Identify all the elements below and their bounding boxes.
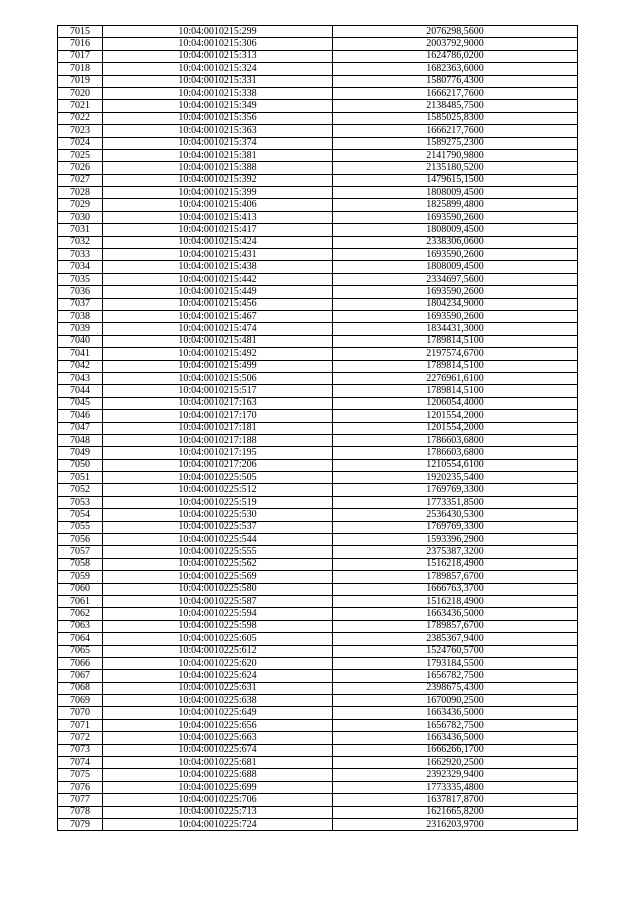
value-cell: 2334697,5600 [333,273,578,285]
cadastral-number-cell: 10:04:0010215:406 [103,199,333,211]
row-number-cell: 7077 [58,794,103,806]
table-row [58,695,578,707]
cadastral-number-cell: 10:04:0010225:631 [103,682,333,694]
table-row [58,620,578,632]
row-number-cell: 7056 [58,534,103,546]
value-cell: 1666217,7600 [333,87,578,99]
table-row [58,224,578,236]
row-number-cell: 7057 [58,546,103,558]
table-row [58,819,578,831]
cadastral-number-cell: 10:04:0010225:544 [103,534,333,546]
value-cell: 1789814,5100 [333,335,578,347]
cadastral-number-cell: 10:04:0010215:492 [103,348,333,360]
row-number-cell: 7063 [58,620,103,632]
cadastral-number-cell: 10:04:0010217:170 [103,410,333,422]
value-cell: 1666763,3700 [333,583,578,595]
cadastral-number-cell: 10:04:0010215:506 [103,372,333,384]
cadastral-number-cell: 10:04:0010215:306 [103,38,333,50]
value-cell: 1201554,2000 [333,410,578,422]
value-cell: 1693590,2600 [333,310,578,322]
value-cell: 1656782,7500 [333,719,578,731]
row-number-cell: 7045 [58,397,103,409]
row-number-cell: 7058 [58,558,103,570]
table-row [58,63,578,75]
row-number-cell: 7023 [58,125,103,137]
cadastral-number-cell: 10:04:0010225:663 [103,732,333,744]
row-number-cell: 7065 [58,645,103,657]
table-row [58,571,578,583]
table-row [58,249,578,261]
cadastral-number-cell: 10:04:0010225:569 [103,571,333,583]
cadastral-number-cell: 10:04:0010225:530 [103,509,333,521]
row-number-cell: 7052 [58,484,103,496]
cadastral-number-cell: 10:04:0010225:713 [103,806,333,818]
table-row [58,447,578,459]
value-cell: 1786603,6800 [333,447,578,459]
row-number-cell: 7048 [58,434,103,446]
value-cell: 1479615,1500 [333,174,578,186]
table-row [58,112,578,124]
cadastral-number-cell: 10:04:0010225:612 [103,645,333,657]
row-number-cell: 7029 [58,199,103,211]
cadastral-number-cell: 10:04:0010215:324 [103,63,333,75]
cadastral-number-cell: 10:04:0010215:381 [103,149,333,161]
value-cell: 1789814,5100 [333,360,578,372]
table-row [58,236,578,248]
value-cell: 1693590,2600 [333,211,578,223]
cadastral-number-cell: 10:04:0010215:388 [103,162,333,174]
row-number-cell: 7078 [58,806,103,818]
value-cell: 1789857,6700 [333,571,578,583]
value-cell: 1585025,8300 [333,112,578,124]
row-number-cell: 7033 [58,249,103,261]
table-row [58,608,578,620]
table-row [58,719,578,731]
cadastral-number-cell: 10:04:0010215:392 [103,174,333,186]
table-row [58,707,578,719]
value-cell: 2316203,9700 [333,819,578,831]
table-row [58,174,578,186]
value-cell: 1516218,4900 [333,595,578,607]
cadastral-number-cell: 10:04:0010215:442 [103,273,333,285]
row-number-cell: 7070 [58,707,103,719]
table-row [58,509,578,521]
cadastral-number-cell: 10:04:0010225:649 [103,707,333,719]
table-body [58,26,578,831]
row-number-cell: 7032 [58,236,103,248]
value-cell: 1804234,9000 [333,298,578,310]
table-row [58,162,578,174]
value-cell: 1693590,2600 [333,286,578,298]
value-cell: 2392329,9400 [333,769,578,781]
table-row [58,87,578,99]
table-row [58,335,578,347]
row-number-cell: 7018 [58,63,103,75]
value-cell: 1201554,2000 [333,422,578,434]
row-number-cell: 7062 [58,608,103,620]
row-number-cell: 7019 [58,75,103,87]
row-number-cell: 7061 [58,595,103,607]
row-number-cell: 7041 [58,348,103,360]
table-row [58,769,578,781]
cadastral-number-cell: 10:04:0010225:681 [103,757,333,769]
table-row [58,484,578,496]
row-number-cell: 7035 [58,273,103,285]
value-cell: 1808009,4500 [333,187,578,199]
value-cell: 1663436,5000 [333,707,578,719]
cadastral-number-cell: 10:04:0010225:580 [103,583,333,595]
value-cell: 1769769,3300 [333,521,578,533]
table-row [58,372,578,384]
value-cell: 1769769,3300 [333,484,578,496]
row-number-cell: 7047 [58,422,103,434]
table-row [58,199,578,211]
cadastral-number-cell: 10:04:0010215:467 [103,310,333,322]
cadastral-number-cell: 10:04:0010215:338 [103,87,333,99]
value-cell: 2003792,9000 [333,38,578,50]
row-number-cell: 7020 [58,87,103,99]
value-cell: 2385367,9400 [333,633,578,645]
table-row [58,732,578,744]
cadastral-number-cell: 10:04:0010217:188 [103,434,333,446]
cadastral-number-cell: 10:04:0010215:363 [103,125,333,137]
value-cell: 1589275,2300 [333,137,578,149]
row-number-cell: 7039 [58,323,103,335]
value-cell: 1524760,5700 [333,645,578,657]
value-cell: 1593396,2900 [333,534,578,546]
cadastral-number-cell: 10:04:0010215:413 [103,211,333,223]
value-cell: 1621665,8200 [333,806,578,818]
table-row [58,410,578,422]
value-cell: 2076298,5600 [333,26,578,38]
table-row [58,434,578,446]
value-cell: 2197574,6700 [333,348,578,360]
value-cell: 1624786,0200 [333,50,578,62]
value-cell: 2138485,7500 [333,100,578,112]
row-number-cell: 7030 [58,211,103,223]
table-row [58,806,578,818]
table-row [58,472,578,484]
value-cell: 2398675,4300 [333,682,578,694]
row-number-cell: 7068 [58,682,103,694]
cadastral-number-cell: 10:04:0010217:181 [103,422,333,434]
row-number-cell: 7067 [58,670,103,682]
table-row [58,744,578,756]
cadastral-number-cell: 10:04:0010215:313 [103,50,333,62]
cadastral-number-cell: 10:04:0010215:431 [103,249,333,261]
row-number-cell: 7031 [58,224,103,236]
table-row [58,273,578,285]
value-cell: 1210554,6100 [333,459,578,471]
cadastral-number-cell: 10:04:0010225:598 [103,620,333,632]
row-number-cell: 7072 [58,732,103,744]
row-number-cell: 7076 [58,781,103,793]
table-row [58,38,578,50]
value-cell: 1516218,4900 [333,558,578,570]
row-number-cell: 7042 [58,360,103,372]
cadastral-number-cell: 10:04:0010215:499 [103,360,333,372]
table-row [58,633,578,645]
cadastral-number-cell: 10:04:0010225:656 [103,719,333,731]
value-cell: 1656782,7500 [333,670,578,682]
cadastral-number-cell: 10:04:0010215:299 [103,26,333,38]
value-cell: 1773351,8500 [333,496,578,508]
row-number-cell: 7069 [58,695,103,707]
table-row [58,348,578,360]
cadastral-number-cell: 10:04:0010215:474 [103,323,333,335]
table-row [58,125,578,137]
value-cell: 1580776,4300 [333,75,578,87]
value-cell: 1834431,3000 [333,323,578,335]
table-row [58,583,578,595]
row-number-cell: 7055 [58,521,103,533]
cadastral-number-cell: 10:04:0010215:438 [103,261,333,273]
row-number-cell: 7049 [58,447,103,459]
cadastral-number-cell: 10:04:0010215:399 [103,187,333,199]
value-cell: 1920235,5400 [333,472,578,484]
cadastral-number-cell: 10:04:0010217:163 [103,397,333,409]
row-number-cell: 7036 [58,286,103,298]
table-row [58,261,578,273]
cadastral-number-cell: 10:04:0010225:624 [103,670,333,682]
cadastral-number-cell: 10:04:0010215:456 [103,298,333,310]
row-number-cell: 7051 [58,472,103,484]
table-row [58,496,578,508]
value-cell: 2141790,9800 [333,149,578,161]
table-row [58,546,578,558]
table-row [58,422,578,434]
value-cell: 2135180,5200 [333,162,578,174]
table-row [58,645,578,657]
row-number-cell: 7073 [58,744,103,756]
row-number-cell: 7026 [58,162,103,174]
value-cell: 1663436,5000 [333,732,578,744]
table-row [58,26,578,38]
table-row [58,757,578,769]
table-row [58,137,578,149]
value-cell: 1789814,5100 [333,385,578,397]
row-number-cell: 7043 [58,372,103,384]
table-row [58,187,578,199]
value-cell: 1206054,4000 [333,397,578,409]
cadastral-number-cell: 10:04:0010225:505 [103,472,333,484]
table-row [58,211,578,223]
value-cell: 2375387,3200 [333,546,578,558]
table-row [58,682,578,694]
value-cell: 1682363,6000 [333,63,578,75]
cadastral-number-cell: 10:04:0010215:349 [103,100,333,112]
cadastral-number-cell: 10:04:0010225:562 [103,558,333,570]
table-row [58,595,578,607]
cadastral-number-cell: 10:04:0010215:517 [103,385,333,397]
row-number-cell: 7028 [58,187,103,199]
cadastral-number-cell: 10:04:0010225:638 [103,695,333,707]
cadastral-number-cell: 10:04:0010215:374 [103,137,333,149]
table-row [58,360,578,372]
table-row [58,459,578,471]
row-number-cell: 7079 [58,819,103,831]
row-number-cell: 7075 [58,769,103,781]
cadastral-number-cell: 10:04:0010225:620 [103,657,333,669]
table-row [58,75,578,87]
value-cell: 1808009,4500 [333,261,578,273]
row-number-cell: 7034 [58,261,103,273]
cadastral-number-cell: 10:04:0010225:605 [103,633,333,645]
value-cell: 2536430,5300 [333,509,578,521]
cadastral-number-cell: 10:04:0010225:688 [103,769,333,781]
cadastral-number-cell: 10:04:0010225:674 [103,744,333,756]
row-number-cell: 7044 [58,385,103,397]
value-cell: 1637817,8700 [333,794,578,806]
cadastral-number-cell: 10:04:0010217:206 [103,459,333,471]
table-row [58,286,578,298]
cadastral-number-cell: 10:04:0010225:519 [103,496,333,508]
row-number-cell: 7064 [58,633,103,645]
value-cell: 1666217,7600 [333,125,578,137]
table-row [58,149,578,161]
row-number-cell: 7059 [58,571,103,583]
cadastral-number-cell: 10:04:0010225:706 [103,794,333,806]
cadastral-number-cell: 10:04:0010225:699 [103,781,333,793]
row-number-cell: 7021 [58,100,103,112]
cadastral-number-cell: 10:04:0010225:537 [103,521,333,533]
row-number-cell: 7071 [58,719,103,731]
cadastral-number-cell: 10:04:0010225:594 [103,608,333,620]
row-number-cell: 7038 [58,310,103,322]
table-row [58,397,578,409]
value-cell: 1808009,4500 [333,224,578,236]
value-cell: 1663436,5000 [333,608,578,620]
cadastral-number-cell: 10:04:0010225:555 [103,546,333,558]
table-row [58,310,578,322]
row-number-cell: 7016 [58,38,103,50]
data-table [57,25,578,831]
value-cell: 2276961,6100 [333,372,578,384]
table-row [58,670,578,682]
row-number-cell: 7015 [58,26,103,38]
value-cell: 1693590,2600 [333,249,578,261]
row-number-cell: 7027 [58,174,103,186]
row-number-cell: 7066 [58,657,103,669]
table-row [58,50,578,62]
cadastral-number-cell: 10:04:0010217:195 [103,447,333,459]
value-cell: 1670090,2500 [333,695,578,707]
row-number-cell: 7024 [58,137,103,149]
cadastral-number-cell: 10:04:0010215:417 [103,224,333,236]
table-row [58,794,578,806]
row-number-cell: 7053 [58,496,103,508]
value-cell: 1786603,6800 [333,434,578,446]
value-cell: 1793184,5500 [333,657,578,669]
value-cell: 1666266,1700 [333,744,578,756]
row-number-cell: 7022 [58,112,103,124]
row-number-cell: 7054 [58,509,103,521]
table-row [58,657,578,669]
table-row [58,385,578,397]
row-number-cell: 7074 [58,757,103,769]
cadastral-number-cell: 10:04:0010215:424 [103,236,333,248]
row-number-cell: 7037 [58,298,103,310]
row-number-cell: 7025 [58,149,103,161]
row-number-cell: 7050 [58,459,103,471]
value-cell: 1789857,6700 [333,620,578,632]
table-row [58,558,578,570]
table-row [58,100,578,112]
cadastral-number-cell: 10:04:0010215:449 [103,286,333,298]
value-cell: 1773335,4800 [333,781,578,793]
cadastral-number-cell: 10:04:0010225:724 [103,819,333,831]
table-row [58,323,578,335]
value-cell: 1662920,2500 [333,757,578,769]
cadastral-number-cell: 10:04:0010225:587 [103,595,333,607]
row-number-cell: 7046 [58,410,103,422]
table-row [58,534,578,546]
cadastral-number-cell: 10:04:0010225:512 [103,484,333,496]
table-row [58,521,578,533]
table-row [58,298,578,310]
cadastral-number-cell: 10:04:0010215:331 [103,75,333,87]
row-number-cell: 7040 [58,335,103,347]
cadastral-number-cell: 10:04:0010215:481 [103,335,333,347]
row-number-cell: 7017 [58,50,103,62]
value-cell: 2338306,0600 [333,236,578,248]
cadastral-number-cell: 10:04:0010215:356 [103,112,333,124]
table-row [58,781,578,793]
value-cell: 1825899,4800 [333,199,578,211]
row-number-cell: 7060 [58,583,103,595]
